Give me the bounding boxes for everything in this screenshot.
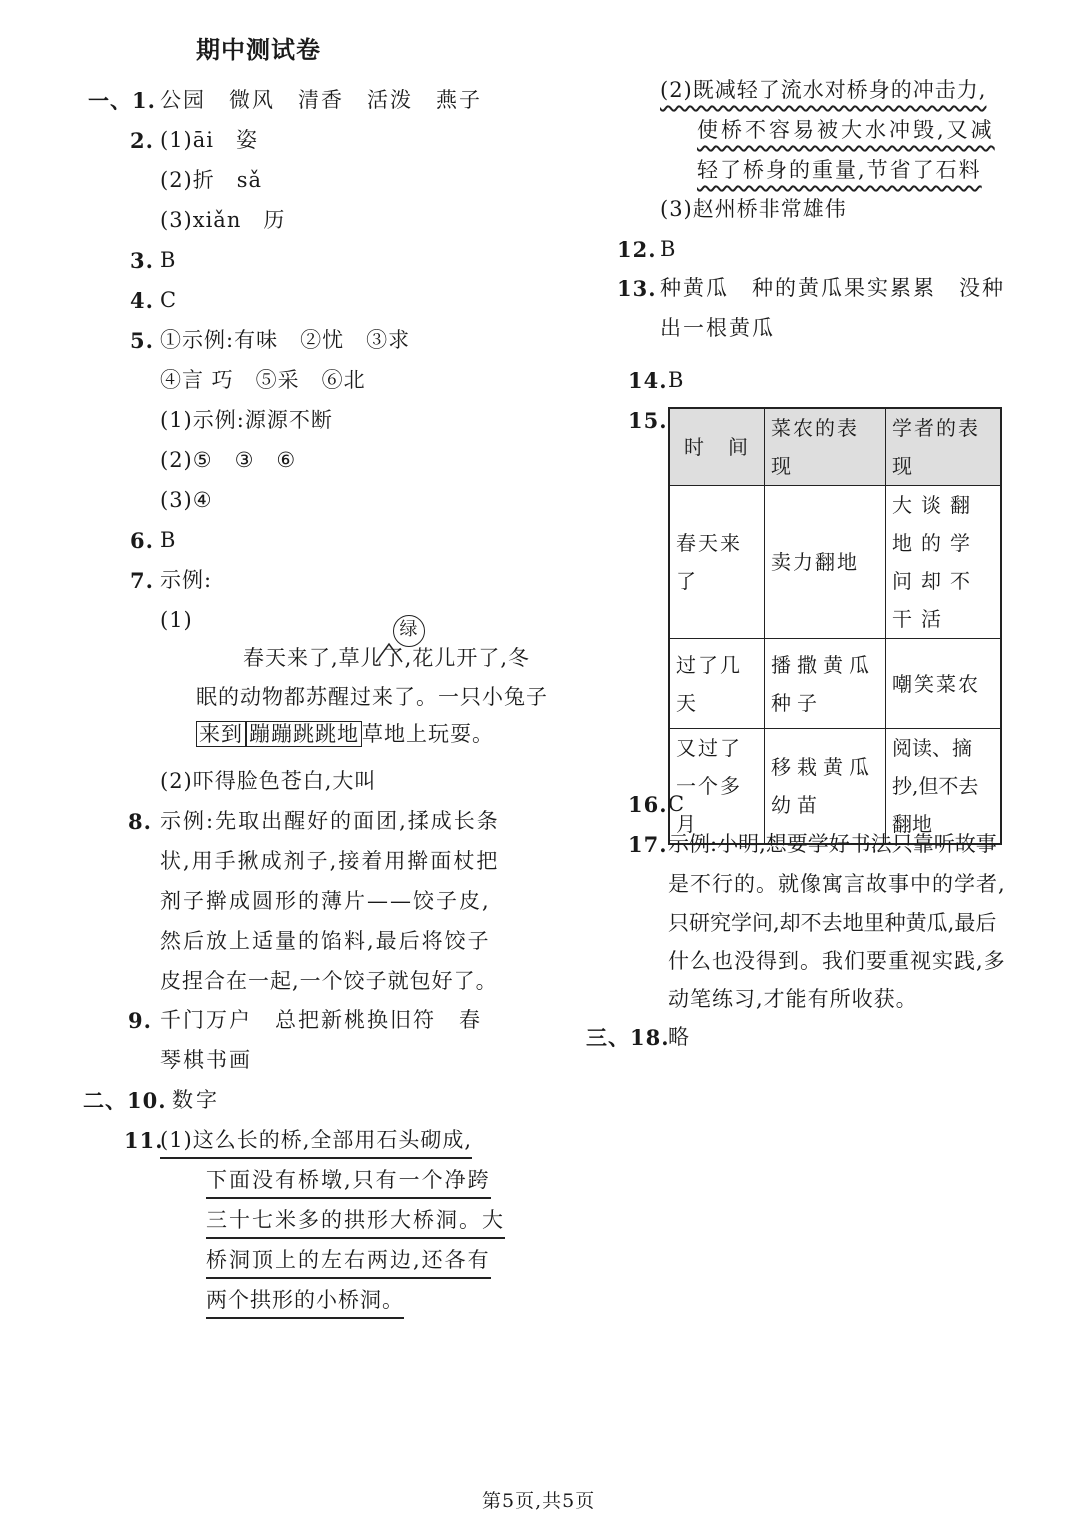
answer-q5-d: (2)⑤ ③ ⑥ [160,448,297,472]
answer-q7-passage-line1: 春天来了,草儿了,花儿开了,冬 [243,646,531,670]
boxed-text-1: 来到 [196,721,246,747]
table-cell: 嘲笑菜农 [886,639,1002,729]
answer-q18: 略 [668,1025,690,1049]
answer-q16: C [668,792,686,816]
answer-q10: 数字 [172,1088,220,1112]
answer-q11-1-line2 [206,1170,491,1191]
answer-q9-line1: 千门万户 总把新桃换旧符 春 [160,1008,482,1032]
answer-q11-1-line5 [206,1290,404,1311]
answer-q5-a: ①示例:有味 ②忧 ③求 [160,328,411,352]
underlined-text: (1)这么长的桥,全部用石头砌成, [160,1128,472,1159]
answer-q5-c: (1)示例:源源不断 [160,408,333,432]
table-row [669,639,1001,729]
answer-q5-e: (3)④ [160,488,213,512]
answer-q17-line4: 什么也没得到。我们要重视实践,多 [668,949,1006,973]
answer-q11-2-line3: 轻了桥身的重量,节省了石料 [697,158,982,182]
q5-number: 5. [130,328,154,353]
answer-q4: C [160,288,178,312]
q11-number: 11. [124,1128,164,1153]
answer-q7-2: (2)吓得脸色苍白,大叫 [160,769,377,793]
answer-q17-line5: 动笔练习,才能有所收获。 [668,987,918,1011]
underlined-text: 下面没有桥墩,只有一个净跨 [206,1168,491,1199]
q7-number: 7. [130,568,154,593]
answer-q6: B [160,528,177,552]
answer-q14: B [668,368,685,392]
passage-rest: 草地上玩耍。 [362,722,494,746]
q12-number: 12. [617,237,657,262]
q16-number: 16. [628,792,668,817]
table-cell: 阅读、摘抄,但不去翻地 [886,729,1002,845]
section-3-label: 三、18. [586,1025,670,1050]
answer-q11-1-line1 [160,1130,472,1151]
answer-q9-line2: 琴棋书画 [160,1048,252,1072]
q3-number: 3. [130,248,154,273]
answer-q11-2-line2: 使桥不容易被大水冲毁,又减 [697,118,995,142]
table-cell: 大谈翻地的学问却不干活 [886,486,1002,639]
table-cell: 又过了一个多月 [669,729,765,845]
answer-q8-line5: 皮捏合在一起,一个饺子就包好了。 [160,969,498,993]
table-header-cell: 时 间 [669,408,765,486]
page-title: 期中测试卷 [196,35,321,64]
answer-q13-line2: 出一根黄瓜 [660,316,775,340]
answer-q7-passage-line3 [196,724,494,745]
answer-q5-b: ④言 巧 ⑤采 ⑥北 [160,368,366,392]
table-row [669,486,1001,639]
q13-number: 13. [617,276,657,301]
table-header-cell: 学者的表现 [886,408,1002,486]
answer-q1: 公园 微风 清香 活泼 燕子 [160,88,482,112]
answer-q8-line4: 然后放上适量的馅料,最后将饺子 [160,929,491,953]
answer-q7: 示例: [160,568,213,592]
answer-q2-3: (3)xiǎn 历 [160,208,286,232]
answer-q8-line1: 示例:先取出醒好的面团,揉成长条 [160,809,500,833]
answer-q7-passage-line2: 眠的动物都苏醒过来了。一只小兔子 [196,685,548,709]
q6-number: 6. [130,528,154,553]
underlined-text: 桥洞顶上的左右两边,还各有 [206,1248,491,1279]
answer-q11-1-line3 [206,1210,505,1231]
q2-number: 2. [130,128,154,153]
underlined-text: 三十七米多的拱形大桥洞。大 [206,1208,505,1239]
answer-q11-2-line1: (2)既减轻了流水对桥身的冲击力, [660,78,987,102]
table-cell: 春天来了 [669,486,765,639]
q17-number: 17. [628,832,668,857]
section-2-label: 二、10. [83,1088,167,1113]
answer-q17-line3: 只研究学问,却不去地里种黄瓜,最后 [668,911,997,935]
answer-q11-3: (3)赵州桥非常雄伟 [660,197,847,221]
answer-q12: B [660,237,677,261]
q15-number: 15. [628,408,668,433]
insertion-mark: 绿 [393,615,425,647]
answer-q11-1-line4 [206,1250,491,1271]
answer-q7-1-label: (1) [160,608,193,632]
page-footer: 第5页,共5页 [482,1490,596,1512]
answer-q3: B [160,248,177,272]
q9-number: 9. [128,1008,152,1033]
q8-number: 8. [128,809,152,834]
answer-q13-line1: 种黄瓜 种的黄瓜果实累累 没种 [660,276,1005,300]
answer-q17-line2: 是不行的。就像寓言故事中的学者, [668,872,1006,896]
q14-number: 14. [628,368,668,393]
section-1-label: 一、1. [88,88,156,113]
table-cell: 过了几天 [669,639,765,729]
table-cell: 播撒黄瓜种子 [765,639,886,729]
q4-number: 4. [130,288,154,313]
underlined-text: 两个拱形的小桥洞。 [206,1288,404,1319]
answer-q8-line3: 剂子擀成圆形的薄片——饺子皮, [160,889,491,913]
table-cell: 卖力翻地 [765,486,886,639]
table-header-row [669,408,1001,486]
answer-q2-1: (1)āi 姿 [160,128,258,152]
answer-q17-line1: 示例:小明,想要学好书法只靠听故事 [668,832,997,856]
answer-q15-table [668,407,1002,845]
table-cell: 移栽黄瓜幼苗 [765,729,886,845]
answer-q8-line2: 状,用手揪成剂子,接着用擀面杖把 [160,849,500,873]
table-header-cell: 菜农的表现 [765,408,886,486]
boxed-text-2: 蹦蹦跳跳地 [246,721,362,747]
answer-q2-2: (2)折 sǎ [160,168,263,192]
table-row [669,729,1001,845]
